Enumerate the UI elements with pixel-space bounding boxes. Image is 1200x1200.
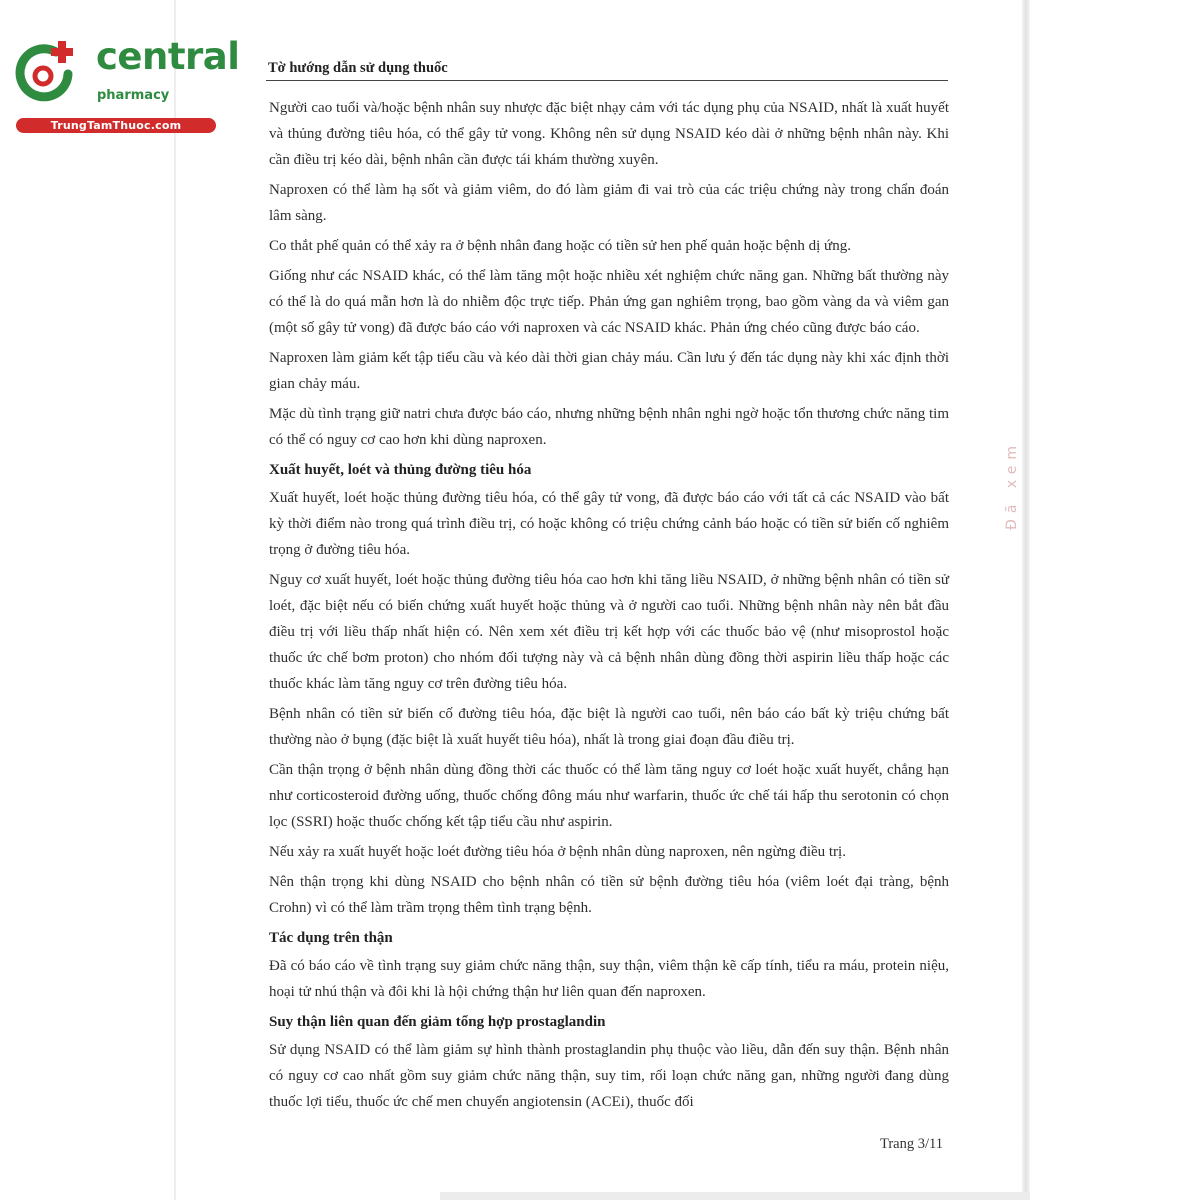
page-edge-right <box>1022 0 1030 1200</box>
margin-stamp: Đã xem <box>1004 440 1020 530</box>
document-header: Tờ hướng dẫn sử dụng thuốc <box>268 60 448 76</box>
paragraph: Cần thận trọng ở bệnh nhân dùng đồng thời các thuốc có thể làm tăng nguy cơ loét hoặc xuất huyết, chẳng hạn như corticosteroid đường uống, thuốc chống đông máu như warfarin, thuốc ức chế tái hấp thu serotonin có chọn lọc (SSRI) hoặc thuốc chống kết tập tiểu cầu như aspirin. <box>269 762 949 830</box>
pharmacy-cross-logo-icon <box>10 38 80 108</box>
section-heading: Tác dụng trên thận <box>269 930 393 946</box>
brand-site-link[interactable]: TrungTamThuoc.com <box>16 118 216 133</box>
document-body <box>269 95 949 1119</box>
page-number: Trang 3/11 <box>880 1136 943 1152</box>
paragraph: Bệnh nhân có tiền sử biến cố đường tiêu hóa, đặc biệt là người cao tuổi, nên báo cáo bất kỳ triệu chứng bất thường nào ở bụng (đặc biệt là xuất huyết tiêu hóa), nhất là trong giai đoạn đầu điều trị. <box>269 706 949 748</box>
paragraph: Đã có báo cáo về tình trạng suy giảm chức năng thận, suy thận, viêm thận kẽ cấp tính, tiểu ra máu, protein niệu, hoại tử nhú thận và đôi khi là hội chứng thận hư liên quan đến naproxen. <box>269 958 949 1000</box>
header-divider <box>266 80 948 81</box>
central-pharmacy-logo[interactable] <box>10 35 240 138</box>
paragraph: Mặc dù tình trạng giữ natri chưa được báo cáo, nhưng những bệnh nhân nghi ngờ hoặc tổn thương chức năng tim có thể có nguy cơ cao hơn khi dùng naproxen. <box>269 406 949 448</box>
paragraph: Người cao tuổi và/hoặc bệnh nhân suy nhược đặc biệt nhạy cảm với tác dụng phụ của NSAID, nhất là xuất huyết và thủng đường tiêu hóa, có thể gây tử vong. Không nên sử dụng NSAID kéo dài ở những bệnh nhân này. Khi cần điều trị kéo dài, bệnh nhân cần được tái khám thường xuyên. <box>269 100 949 168</box>
paragraph: Xuất huyết, loét hoặc thủng đường tiêu hóa, có thể gây tử vong, đã được báo cáo với tất cả các NSAID vào bất kỳ thời điểm nào trong quá trình điều trị, có hoặc không có triệu chứng cảnh báo hoặc có tiền sử biến cố nghiêm trọng ở đường tiêu hóa. <box>269 490 949 558</box>
paragraph: Giống như các NSAID khác, có thể làm tăng một hoặc nhiều xét nghiệm chức năng gan. Những bất thường này có thể là do quá mẫn hơn là do nhiễm độc trực tiếp. Phản ứng gan nghiêm trọng, bao gồm vàng da và viêm gan (một số gây tử vong) đã được báo cáo với naproxen và các NSAID khác. Phản ứng chéo cũng được báo cáo. <box>269 268 949 336</box>
paragraph: Naproxen có thể làm hạ sốt và giảm viêm, do đó làm giảm đi vai trò của các triệu chứng này trong chẩn đoán lâm sàng. <box>269 182 949 224</box>
section-heading: Suy thận liên quan đến giảm tổng hợp prostaglandin <box>269 1014 606 1030</box>
paragraph: Nguy cơ xuất huyết, loét hoặc thủng đường tiêu hóa cao hơn khi tăng liều NSAID, ở những bệnh nhân có tiền sử loét, đặc biệt nếu có biến chứng xuất huyết hoặc thủng và ở người cao tuổi. Những bệnh nhân này nên bắt đầu điều trị với liều thấp nhất hiện có. Nên xem xét điều trị kết hợp với các thuốc bảo vệ (như misoprostol hoặc thuốc ức chế bơm proton) cho nhóm đối tượng này và cả bệnh nhân dùng đồng thời aspirin liều thấp hoặc các thuốc khác làm tăng nguy cơ trên đường tiêu hóa. <box>269 572 949 692</box>
brand-name: central <box>96 35 240 78</box>
section-heading: Xuất huyết, loét và thủng đường tiêu hóa <box>269 462 532 478</box>
page-edge-left <box>174 0 176 1200</box>
page-edge-bottom <box>440 1192 1030 1200</box>
paragraph: Sử dụng NSAID có thể làm giảm sự hình thành prostaglandin phụ thuộc vào liều, dẫn đến suy thận. Bệnh nhân có nguy cơ cao nhất gồm suy giảm chức năng thận, suy tim, rối loạn chức năng gan, những người đang dùng thuốc lợi tiểu, thuốc ức chế men chuyển angiotensin (ACEi), thuốc đối <box>269 1042 949 1110</box>
paragraph: Co thắt phế quản có thể xảy ra ở bệnh nhân đang hoặc có tiền sử hen phế quản hoặc bệnh dị ứng. <box>269 238 851 254</box>
paragraph: Nên thận trọng khi dùng NSAID cho bệnh nhân có tiền sử bệnh đường tiêu hóa (viêm loét đại tràng, bệnh Crohn) vì có thể làm trầm trọng thêm tình trạng bệnh. <box>269 874 949 916</box>
brand-subtitle: pharmacy <box>97 88 170 103</box>
paragraph: Nếu xảy ra xuất huyết hoặc loét đường tiêu hóa ở bệnh nhân dùng naproxen, nên ngừng điều trị. <box>269 844 846 860</box>
paragraph: Naproxen làm giảm kết tập tiểu cầu và kéo dài thời gian chảy máu. Cần lưu ý đến tác dụng này khi xác định thời gian chảy máu. <box>269 350 949 392</box>
